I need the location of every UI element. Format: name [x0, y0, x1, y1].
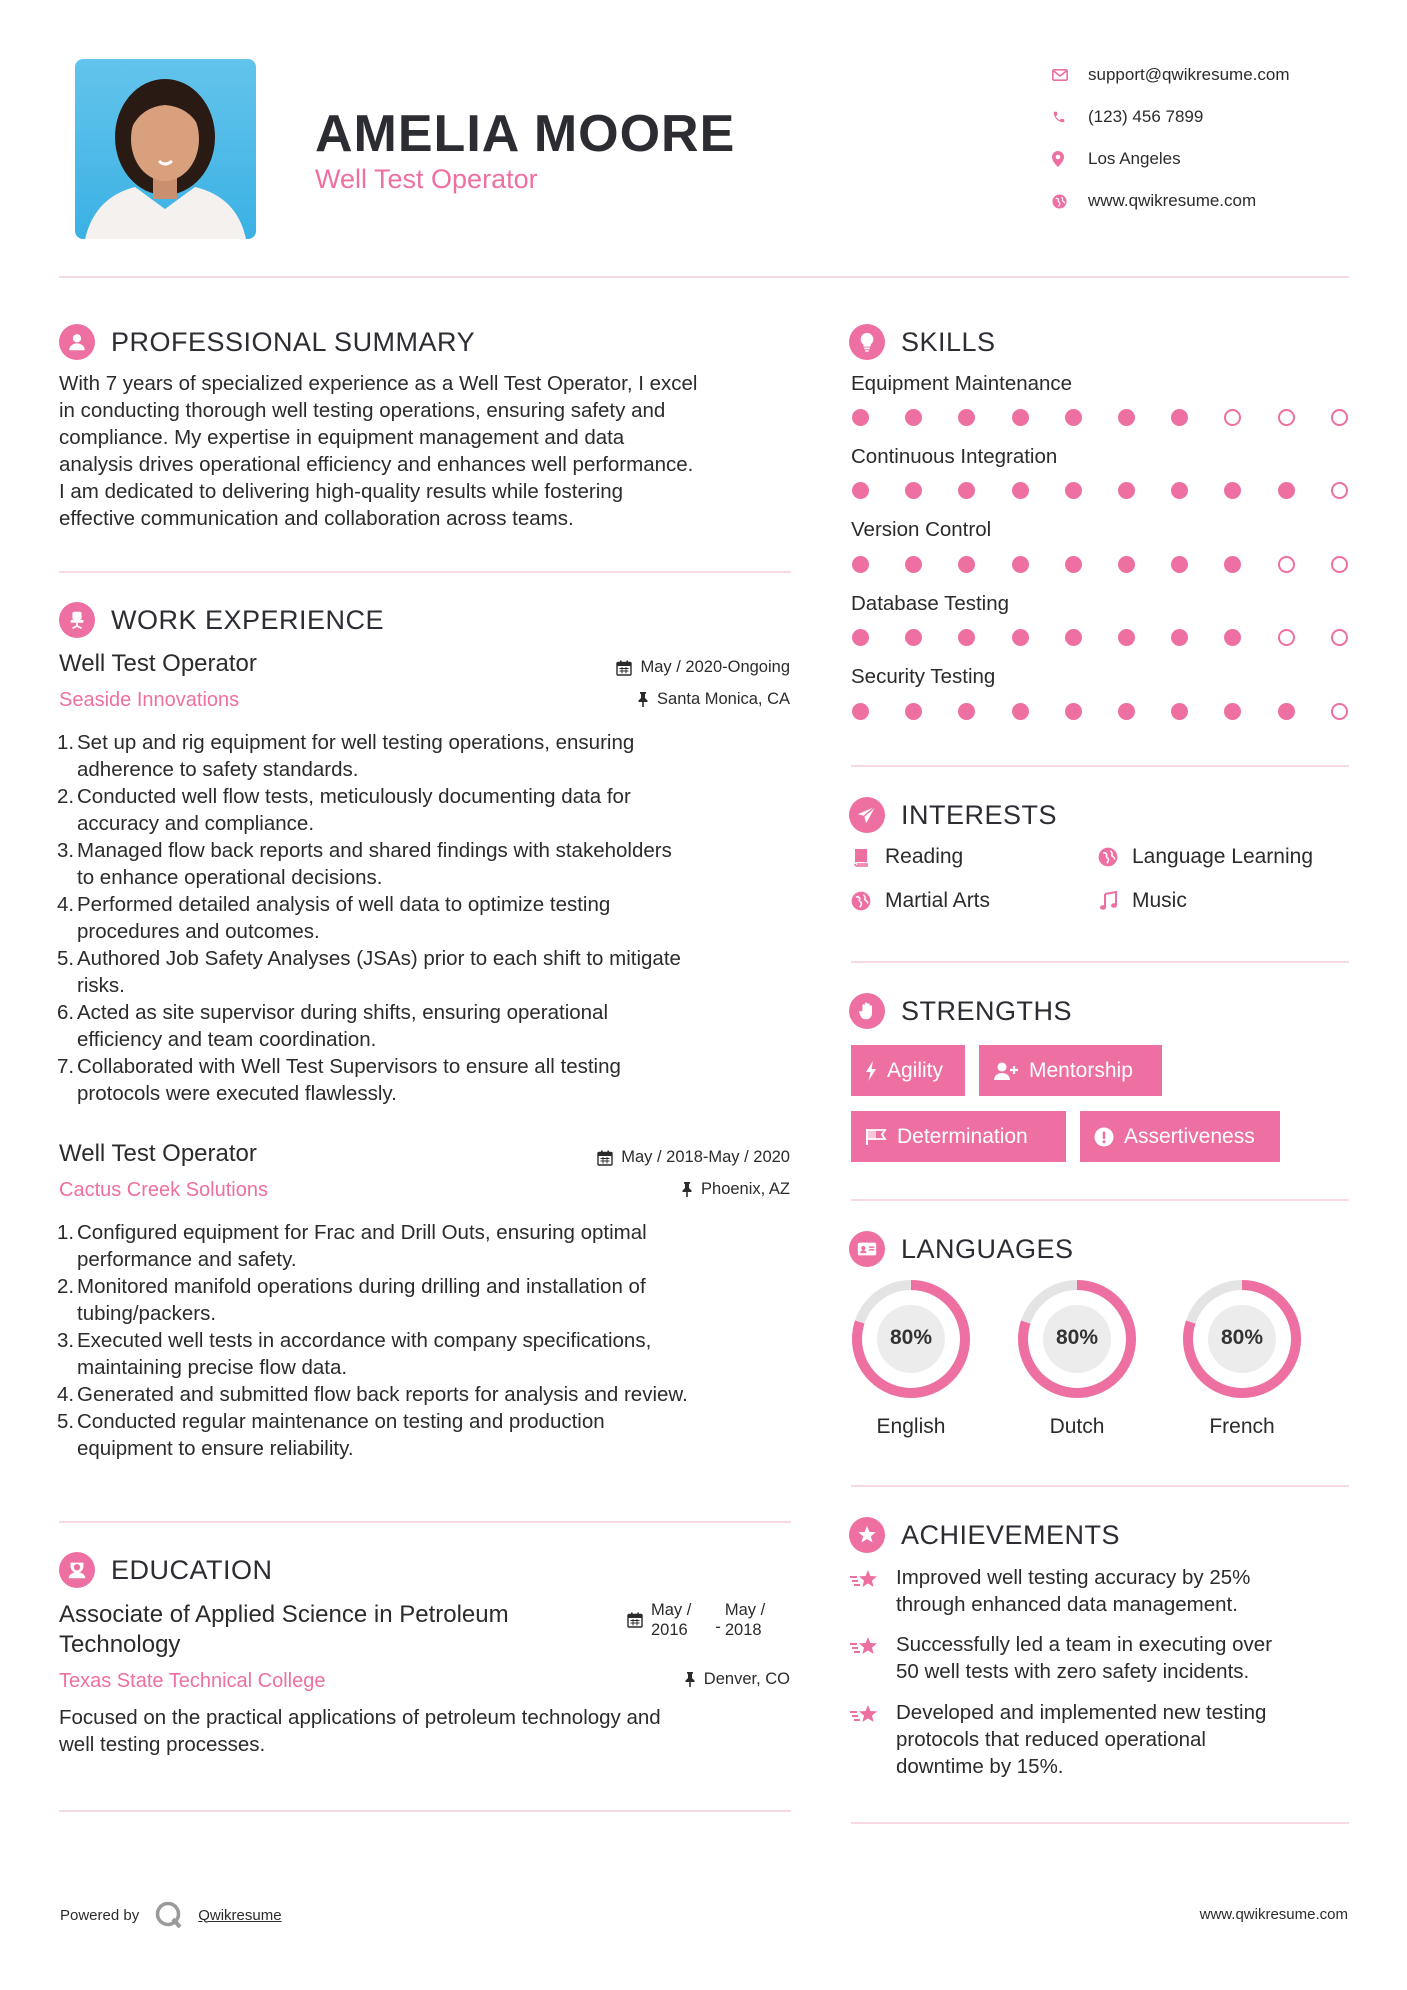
contact-list [1052, 54, 1362, 222]
contact-website-text: www.qwikresume.com [1088, 191, 1257, 210]
date-separator: - [715, 1618, 721, 1636]
strength-label: Determination [897, 1124, 1028, 1148]
section-title-text: PROFESSIONAL SUMMARY [111, 326, 476, 357]
list-line: to enhance operational decisions. [77, 866, 383, 889]
strength-tag [979, 1045, 1162, 1096]
school-name: Texas State Technical College [59, 1670, 326, 1692]
section-title-strengths [849, 993, 1072, 1029]
job-title: Well Test Operator [59, 650, 257, 677]
interest-item [851, 889, 990, 913]
job-date-text: May / 2018-May / 2020 [621, 1148, 790, 1166]
job-duties [59, 1219, 799, 1462]
skill-dot-filled [852, 482, 869, 499]
skill-dot-filled [1065, 482, 1082, 499]
contact-email-text: support@qwikresume.com [1088, 65, 1290, 84]
section-divider [851, 1485, 1349, 1487]
list-num: 3. [57, 1329, 75, 1352]
skill-dot-filled [1118, 556, 1135, 573]
hand-icon [849, 993, 885, 1029]
list-line: tubing/packers. [77, 1302, 217, 1325]
language-percent: 80% [1220, 1326, 1264, 1349]
achievement-line: Successfully led a team in executing over [896, 1633, 1273, 1656]
achievement-text [896, 1699, 1266, 1780]
skill-dot-filled [1012, 482, 1029, 499]
summary-line: I am dedicated to delivering high-quality results while fostering [59, 480, 624, 503]
user-plus-icon [993, 1061, 1019, 1081]
skill-rating [852, 703, 1384, 720]
date-part: 2016 [651, 1621, 688, 1639]
section-title-text: INTERESTS [901, 799, 1058, 830]
skill-dot-filled [905, 556, 922, 573]
strength-label: Assertiveness [1124, 1124, 1255, 1148]
job-location [681, 1180, 790, 1199]
strength-tag [1080, 1111, 1280, 1162]
list-line: Generated and submitted flow back reports for analysis and review. [77, 1383, 688, 1406]
skill-dot-filled [1278, 482, 1295, 499]
header-divider [59, 276, 1349, 278]
skill-dot-filled [958, 409, 975, 426]
skill-name: Equipment Maintenance [851, 372, 1073, 395]
section-divider [851, 1199, 1349, 1201]
strength-label: Mentorship [1029, 1058, 1133, 1082]
footer-powered-by [60, 1900, 282, 1930]
degree-line: Technology [59, 1631, 181, 1658]
pin-icon [684, 1672, 696, 1687]
candidate-name: AMELIA MOORE [315, 105, 736, 163]
skill-dot-filled [958, 703, 975, 720]
skill-dot-filled [1012, 703, 1029, 720]
list-num: 2. [57, 785, 75, 808]
interest-label: Reading [885, 845, 964, 868]
skill-dot-empty [1331, 409, 1348, 426]
star-badge-icon [849, 1517, 885, 1553]
skill-dot-filled [1012, 629, 1029, 646]
list-item [59, 1381, 799, 1408]
list-line: Monitored manifold operations during drilling and installation of [77, 1275, 646, 1298]
profile-photo [75, 59, 256, 239]
section-title-work [59, 602, 384, 638]
education-dates [627, 1600, 765, 1640]
calendar-icon [597, 1150, 613, 1166]
skill-dot-filled [1224, 482, 1241, 499]
language-percent: 80% [889, 1326, 933, 1349]
shooting-star-icon [849, 1699, 896, 1780]
list-line: equipment to ensure reliability. [77, 1437, 354, 1460]
education-date-end [725, 1600, 765, 1640]
skill-dot-filled [852, 409, 869, 426]
skill-dot-filled [1224, 629, 1241, 646]
section-title-text: ACHIEVEMENTS [901, 1519, 1121, 1550]
section-divider [851, 765, 1349, 767]
skill-dot-filled [1118, 629, 1135, 646]
section-title-languages [849, 1231, 1074, 1267]
job-location-text: Santa Monica, CA [657, 690, 790, 708]
skill-dot-filled [1171, 482, 1188, 499]
location-icon [1052, 151, 1088, 167]
strength-tag [851, 1111, 1066, 1162]
summary-line: analysis drives operational efficiency and enhances well performance. [59, 453, 694, 476]
education-location [684, 1670, 790, 1689]
list-item [59, 783, 799, 837]
achievement-text [896, 1631, 1272, 1685]
music-icon [1098, 891, 1118, 911]
job-company: Cactus Creek Solutions [59, 1179, 268, 1201]
list-line: Authored Job Safety Analyses (JSAs) prior to each shift to mitigate [77, 947, 681, 970]
footer-url[interactable]: www.qwikresume.com [1199, 1906, 1348, 1923]
book-icon [851, 847, 871, 867]
list-line: Performed detailed analysis of well data to optimize testing [77, 893, 611, 916]
list-num: 5. [57, 947, 75, 970]
skill-dot-filled [1278, 703, 1295, 720]
interest-label: Music [1132, 889, 1187, 912]
skill-rating [852, 409, 1384, 426]
skill-dot-filled [852, 556, 869, 573]
interest-item [851, 845, 963, 869]
strength-tag [851, 1045, 965, 1096]
skill-dot-filled [1171, 556, 1188, 573]
brand-link[interactable]: Qwikresume [198, 1906, 282, 1924]
list-item [59, 999, 799, 1053]
summary-line: compliance. My expertise in equipment management and data [59, 426, 625, 449]
section-divider [59, 1810, 791, 1812]
achievement-line: protocols that reduced operational [896, 1728, 1206, 1751]
achievement-line: 50 well tests with zero safety incidents. [896, 1660, 1250, 1683]
graduate-icon [59, 1552, 95, 1588]
phone-icon [1052, 110, 1088, 124]
achievement-text [896, 1564, 1250, 1618]
skill-dot-filled [1012, 556, 1029, 573]
list-line: procedures and outcomes. [77, 920, 320, 943]
skill-name: Security Testing [851, 665, 996, 688]
pin-icon [681, 1182, 693, 1197]
list-item [59, 1053, 799, 1107]
date-part: May / [651, 1601, 692, 1619]
section-title-education [59, 1552, 273, 1588]
skill-dot-filled [1118, 482, 1135, 499]
job-date [616, 658, 790, 677]
skill-dot-empty [1224, 409, 1241, 426]
list-line: Managed flow back reports and shared findings with stakeholders [77, 839, 672, 862]
skill-dot-filled [958, 556, 975, 573]
education-date-start [651, 1600, 691, 1640]
skill-dot-filled [958, 629, 975, 646]
achievement-item [849, 1631, 1349, 1685]
skill-name: Version Control [851, 518, 992, 541]
skill-dot-filled [905, 629, 922, 646]
list-line: Executed well tests in accordance with company specifications, [77, 1329, 652, 1352]
shooting-star-icon [849, 1631, 896, 1685]
skill-dot-filled [1224, 556, 1241, 573]
skill-dot-empty [1278, 409, 1295, 426]
interest-item [1098, 889, 1187, 913]
skill-dot-empty [1331, 703, 1348, 720]
skill-dot-filled [1065, 629, 1082, 646]
skill-dot-filled [1171, 629, 1188, 646]
powered-by-text: Powered by [60, 1906, 140, 1924]
job-location [637, 690, 790, 709]
degree-title [59, 1600, 509, 1660]
skill-dot-filled [1224, 703, 1241, 720]
language-name: English [876, 1415, 946, 1438]
list-num: 4. [57, 1383, 75, 1406]
lightbulb-icon [849, 324, 885, 360]
id-card-icon [849, 1231, 885, 1267]
skill-dot-filled [1065, 409, 1082, 426]
skill-dot-filled [1171, 703, 1188, 720]
contact-location [1052, 138, 1362, 180]
achievement-line: Developed and implemented new testing [896, 1701, 1267, 1724]
list-item [59, 837, 799, 891]
globe-icon [851, 891, 871, 911]
language-name: Dutch [1049, 1415, 1105, 1438]
skill-dot-filled [905, 409, 922, 426]
list-num: 6. [57, 1001, 75, 1024]
contact-phone[interactable] [1052, 96, 1362, 138]
job-title: Well Test Operator [59, 1140, 257, 1167]
contact-phone-text: (123) 456 7899 [1088, 107, 1204, 126]
calendar-icon [616, 660, 632, 676]
list-num: 1. [57, 1221, 75, 1244]
chair-icon [59, 602, 95, 638]
job-location-text: Phoenix, AZ [701, 1180, 790, 1198]
candidate-role: Well Test Operator [315, 164, 538, 194]
skill-dot-filled [852, 703, 869, 720]
skill-rating [852, 629, 1384, 646]
skill-dot-empty [1331, 556, 1348, 573]
education-location-text: Denver, CO [703, 1670, 790, 1688]
job-date-text: May / 2020-Ongoing [640, 658, 790, 676]
summary-text [59, 370, 799, 532]
education-line: Focused on the practical applications of petroleum technology and [59, 1706, 661, 1729]
list-line: performance and safety. [77, 1248, 297, 1271]
section-title-text: LANGUAGES [901, 1233, 1074, 1264]
qwikresume-logo-icon [154, 1900, 184, 1930]
education-line: well testing processes. [59, 1733, 266, 1756]
contact-email[interactable] [1052, 54, 1362, 96]
skill-rating [852, 556, 1384, 573]
skill-dot-filled [1118, 703, 1135, 720]
contact-location-text: Los Angeles [1088, 149, 1181, 168]
degree-line: Associate of Applied Science in Petroleum [59, 1601, 509, 1628]
exclamation-icon [1094, 1127, 1114, 1147]
list-line: Set up and rig equipment for well testing operations, ensuring [77, 731, 635, 754]
skill-dot-filled [1118, 409, 1135, 426]
interest-label: Language Learning [1132, 845, 1314, 868]
skill-dot-filled [852, 629, 869, 646]
language-name: French [1209, 1415, 1275, 1438]
achievement-line: through enhanced data management. [896, 1593, 1238, 1616]
section-divider [59, 1521, 791, 1523]
summary-line: effective communication and collaboration across teams. [59, 507, 574, 530]
interest-item [1098, 845, 1313, 869]
section-title-text: STRENGTHS [901, 995, 1073, 1026]
list-item [59, 1327, 799, 1381]
summary-line: With 7 years of specialized experience as a Well Test Operator, I excel [59, 372, 698, 395]
strength-label: Agility [887, 1058, 944, 1082]
list-line: efficiency and team coordination. [77, 1028, 377, 1051]
skill-name: Database Testing [851, 592, 1010, 615]
calendar-icon [627, 1612, 643, 1628]
section-title-text: WORK EXPERIENCE [111, 604, 385, 635]
list-item [59, 945, 799, 999]
education-description [59, 1704, 799, 1758]
globe-icon [1098, 847, 1118, 867]
list-line: risks. [77, 974, 125, 997]
list-line: Conducted well flow tests, meticulously documenting data for [77, 785, 631, 808]
section-title-interests [849, 797, 1057, 833]
pin-icon [637, 692, 649, 707]
skill-dot-filled [1065, 703, 1082, 720]
job-company: Seaside Innovations [59, 689, 240, 711]
section-divider [851, 1822, 1349, 1824]
skill-dot-empty [1331, 629, 1348, 646]
skill-rating [852, 482, 1384, 499]
achievement-line: downtime by 15%. [896, 1755, 1064, 1778]
section-title-text: EDUCATION [111, 1554, 273, 1585]
list-line: Conducted regular maintenance on testing and production [77, 1410, 605, 1433]
list-item [59, 1219, 799, 1273]
shooting-star-icon [849, 1564, 896, 1618]
language-percent: 80% [1055, 1326, 1099, 1349]
skill-dot-filled [1012, 409, 1029, 426]
user-icon [59, 324, 95, 360]
skill-dot-filled [905, 482, 922, 499]
list-line: maintaining precise flow data. [77, 1356, 348, 1379]
section-title-skills [849, 324, 996, 360]
skill-dot-filled [1065, 556, 1082, 573]
skill-dot-filled [1171, 409, 1188, 426]
list-item [59, 1273, 799, 1327]
list-num: 3. [57, 839, 75, 862]
list-item [59, 729, 799, 783]
summary-line: in conducting thorough well testing operations, ensuring safety and [59, 399, 666, 422]
list-num: 7. [57, 1055, 75, 1078]
list-num: 4. [57, 893, 75, 916]
list-line: protocols were executed flawlessly. [77, 1082, 397, 1105]
paper-plane-icon [849, 797, 885, 833]
list-num: 2. [57, 1275, 75, 1298]
skill-dot-filled [958, 482, 975, 499]
job-duties [59, 729, 799, 1107]
skill-name: Continuous Integration [851, 445, 1058, 468]
achievement-item [849, 1699, 1349, 1780]
skill-dot-filled [905, 703, 922, 720]
list-line: Configured equipment for Frac and Drill Outs, ensuring optimal [77, 1221, 647, 1244]
contact-website[interactable] [1052, 180, 1362, 222]
achievement-item [849, 1564, 1349, 1618]
section-divider [851, 961, 1349, 963]
achievement-line: Improved well testing accuracy by 25% [896, 1566, 1251, 1589]
email-icon [1052, 69, 1088, 81]
skill-dot-empty [1278, 556, 1295, 573]
list-line: Acted as site supervisor during shifts, ensuring operational [77, 1001, 609, 1024]
list-item [59, 891, 799, 945]
section-title-summary [59, 324, 475, 360]
globe-icon [1052, 194, 1088, 209]
section-divider [59, 571, 791, 573]
list-num: 5. [57, 1410, 75, 1433]
section-title-achievements [849, 1517, 1120, 1553]
list-line: adherence to safety standards. [77, 758, 359, 781]
list-num: 1. [57, 731, 75, 754]
flag-icon [865, 1128, 887, 1146]
bolt-icon [865, 1061, 877, 1081]
date-part: 2018 [724, 1621, 762, 1639]
list-item [59, 1408, 799, 1462]
skill-dot-empty [1331, 482, 1348, 499]
list-line: accuracy and compliance. [77, 812, 315, 835]
interest-label: Martial Arts [885, 889, 991, 912]
skill-dot-empty [1278, 629, 1295, 646]
date-part: May / [724, 1601, 766, 1619]
list-line: Collaborated with Well Test Supervisors to ensure all testing [77, 1055, 621, 1078]
job-date [597, 1148, 790, 1167]
section-title-text: SKILLS [901, 326, 996, 357]
